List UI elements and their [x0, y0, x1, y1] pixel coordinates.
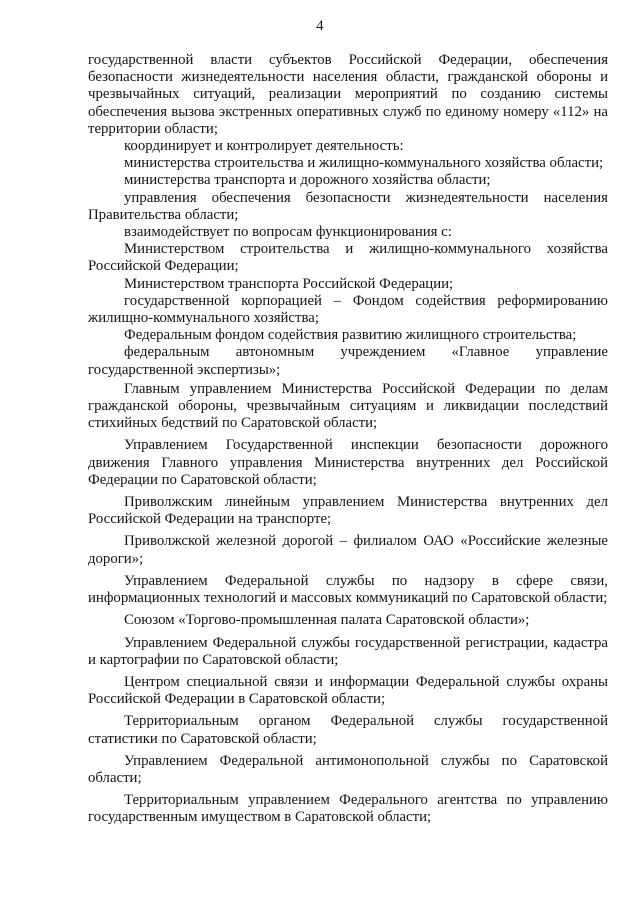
paragraph: государственной власти субъектов Российской Федерации, обеспечения безопасности жизнедеятельности населения области, гражданской обороны и чрезвычайных ситуаций, реализации мероприятий по созданию системы обеспечения вызова экстренных оперативных служб по единому номеру «112» на территории области; — [88, 52, 608, 137]
paragraph: министерства транспорта и дорожного хозяйства области; — [124, 172, 491, 189]
paragraph: федеральным автономным учреждением «Главное управление государственной экспертизы»; — [88, 344, 608, 378]
paragraph: государственной корпорацией – Фондом содействия реформированию жилищно-коммунального хозяйства; — [88, 292, 608, 327]
paragraph: взаимодействует по вопросам функционирования с: — [124, 224, 452, 241]
paragraph: Управлением Федеральной службы по надзору в сфере связи, информационных технологий и массовых коммуникаций по Саратовской области; — [88, 572, 608, 607]
page-number: 4 — [316, 18, 324, 34]
paragraph: Союзом «Торгово-промышленная палата Саратовской области»; — [124, 612, 530, 629]
paragraph: Федеральным фондом содействия развитию жилищного строительства; — [124, 327, 577, 344]
paragraph: Управлением Федеральной антимонопольной службы по Саратовской области; — [88, 752, 608, 786]
paragraph: Министерством строительства и жилищно-коммунального хозяйства Российской Федерации; — [88, 241, 608, 275]
paragraph: Главным управлением Министерства Российской Федерации по делам гражданской обороны, чрезвычайным ситуациям и ликвидации последствий стихийных бедствий по Саратовской области; — [88, 380, 608, 432]
paragraph: Территориальным органом Федеральной службы государственной статистики по Саратовской области; — [88, 713, 608, 747]
paragraph: координирует и контролирует деятельность: — [124, 138, 404, 155]
paragraph: Управлением Федеральной службы государственной регистрации, кадастра и картографии по Саратовской области; — [88, 634, 608, 668]
paragraph: Приволжским линейным управлением Министерства внутренних дел Российской Федерации на транспорте; — [88, 494, 608, 528]
paragraph: Министерством транспорта Российской Федерации; — [124, 275, 454, 292]
paragraph: управления обеспечения безопасности жизнедеятельности населения Правительства области; — [88, 189, 608, 223]
paragraph: министерства строительства и жилищно-коммунального хозяйства области; — [124, 155, 604, 172]
paragraph: Территориальным управлением Федерального агентства по управлению государственным имуществом в Саратовской области; — [88, 792, 608, 826]
paragraph: Приволжской железной дорогой – филиалом ОАО «Российские железные дороги»; — [88, 533, 608, 567]
document-body — [88, 52, 608, 827]
paragraph: Центром специальной связи и информации Федеральной службы охраны Российской Федерации в Саратовской области; — [88, 673, 608, 708]
paragraph: Управлением Государственной инспекции безопасности дорожного движения Главного управления Министерства внутренних дел Российской Федерации по Саратовской области; — [88, 437, 608, 488]
